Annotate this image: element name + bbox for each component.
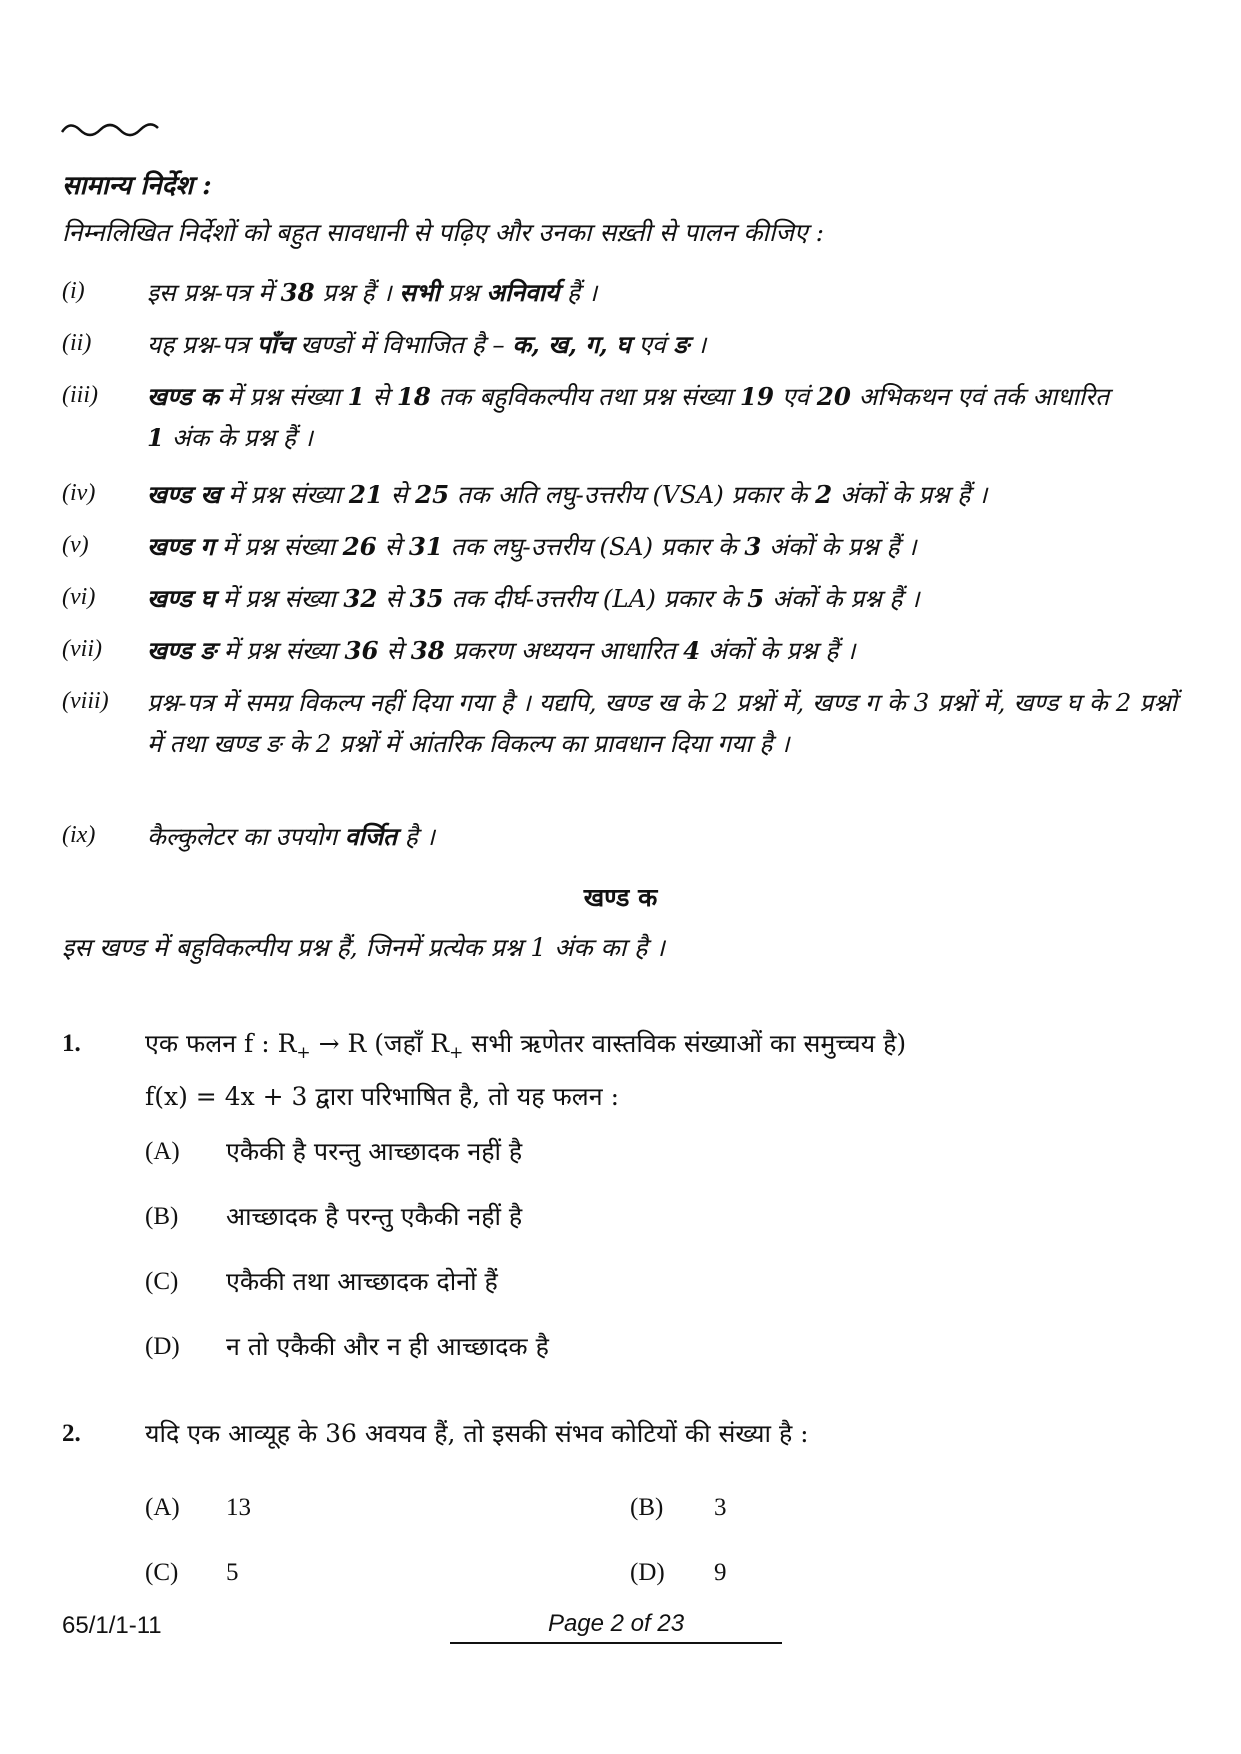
option-label: (A) (145, 1494, 180, 1521)
option-label: (B) (630, 1494, 664, 1521)
option-text: 5 (226, 1559, 239, 1586)
option-text: न तो एकैकी और न ही आच्छादक है (226, 1332, 549, 1361)
option-text: 9 (714, 1559, 727, 1586)
option-label: (C) (145, 1268, 179, 1295)
option-text: 13 (226, 1494, 251, 1521)
option-text: एकैकी तथा आच्छादक दोनों हैं (226, 1267, 498, 1296)
instruction-item: प्रश्न-पत्र में समग्र विकल्प नहीं दिया गया है । यद्यपि, खण्ड ख के 2 प्रश्नों में, खण्ड ग के 3 प्रश्नों में, खण्ड घ के 2 प्रश्नों में तथा खण्ड ङ के 2 प्रश्नों में आंतरिक विकल्प का प्रावधान दिया गया है । (147, 688, 1177, 758)
footer-divider (450, 1642, 782, 1644)
option-label: (C) (145, 1559, 179, 1586)
option-text: आच्छादक है परन्तु एकैकी नहीं है (226, 1202, 523, 1231)
instruction-item: खण्ड ख में प्रश्न संख्या 21 से 25 तक अति लघु-उत्तरीय (VSA) प्रकार के 2 अंकों के प्रश्न हैं । (147, 480, 988, 509)
instruction-number: (iii) (62, 382, 98, 408)
instruction-item: खण्ड घ में प्रश्न संख्या 32 से 35 तक दीर्घ-उत्तरीय (LA) प्रकार के 5 अंकों के प्रश्न हैं । (147, 584, 920, 613)
instruction-item: यह प्रश्न-पत्र पाँच खण्डों में विभाजित है – क, ख, ग, घ एवं ङ । (147, 330, 707, 359)
question-number: 1. (62, 1030, 81, 1057)
instruction-item: खण्ड ग में प्रश्न संख्या 26 से 31 तक लघु-उत्तरीय (SA) प्रकार के 3 अंकों के प्रश्न हैं । (147, 532, 917, 561)
page-number: Page 2 of 23 (547, 1610, 685, 1637)
question-text: यदि एक आव्यूह के 36 अवयव हैं, तो इसकी संभव कोटियों की संख्या है : (145, 1419, 809, 1448)
instruction-number: (vi) (62, 584, 96, 610)
section-title: खण्ड क (583, 883, 658, 912)
question-number: 2. (62, 1420, 81, 1447)
instruction-number: (v) (62, 532, 89, 558)
general-instructions-heading: सामान्य निर्देश : (62, 171, 212, 201)
instruction-item: खण्ड ङ में प्रश्न संख्या 36 से 38 प्रकरण अध्ययन आधारित 4 अंकों के प्रश्न हैं । (147, 636, 856, 665)
instruction-number: (vii) (62, 636, 102, 662)
instruction-number: (viii) (62, 688, 109, 714)
option-label: (D) (630, 1559, 665, 1586)
option-text: एकैकी है परन्तु आच्छादक नहीं है (226, 1137, 523, 1166)
instruction-number: (ix) (62, 822, 96, 848)
general-instructions-intro: निम्नलिखित निर्देशों को बहुत सावधानी से पढ़िए और उनका सख़्ती से पालन कीजिए : (62, 218, 825, 247)
instruction-item: इस प्रश्न-पत्र में 38 प्रश्न हैं । सभी प्रश्न अनिवार्य हैं । (147, 278, 598, 307)
instruction-number: (ii) (62, 330, 92, 356)
instruction-number: (i) (62, 278, 85, 304)
instruction-item: खण्ड क में प्रश्न संख्या 1 से 18 तक बहुविकल्पीय तथा प्रश्न संख्या 19 एवं 20 अभिकथन एवं तर्क आधारित 1 अंक के प्रश्न हैं । (147, 382, 1110, 452)
option-label: (D) (145, 1333, 180, 1360)
instruction-number: (iv) (62, 480, 96, 506)
option-label: (B) (145, 1203, 179, 1230)
decorative-squiggle-icon (60, 118, 160, 142)
option-text: 3 (714, 1494, 727, 1521)
option-label: (A) (145, 1138, 180, 1165)
instruction-item: कैल्कुलेटर का उपयोग वर्जित है । (147, 822, 435, 851)
question-text: एक फलन f : $R_+ \to R$ (जहाँ $R_+$ सभी ऋणेतर वास्तविक संख्याओं का समुच्चय है) f(x) = 4x + 3 द्वारा परिभाषित है, तो यह फलन : (145, 1029, 907, 1111)
section-intro: इस खण्ड में बहुविकल्पीय प्रश्न हैं, जिनमें प्रत्येक प्रश्न 1 अंक का है । (62, 933, 665, 962)
paper-code: 65/1/1-11 (62, 1612, 162, 1639)
